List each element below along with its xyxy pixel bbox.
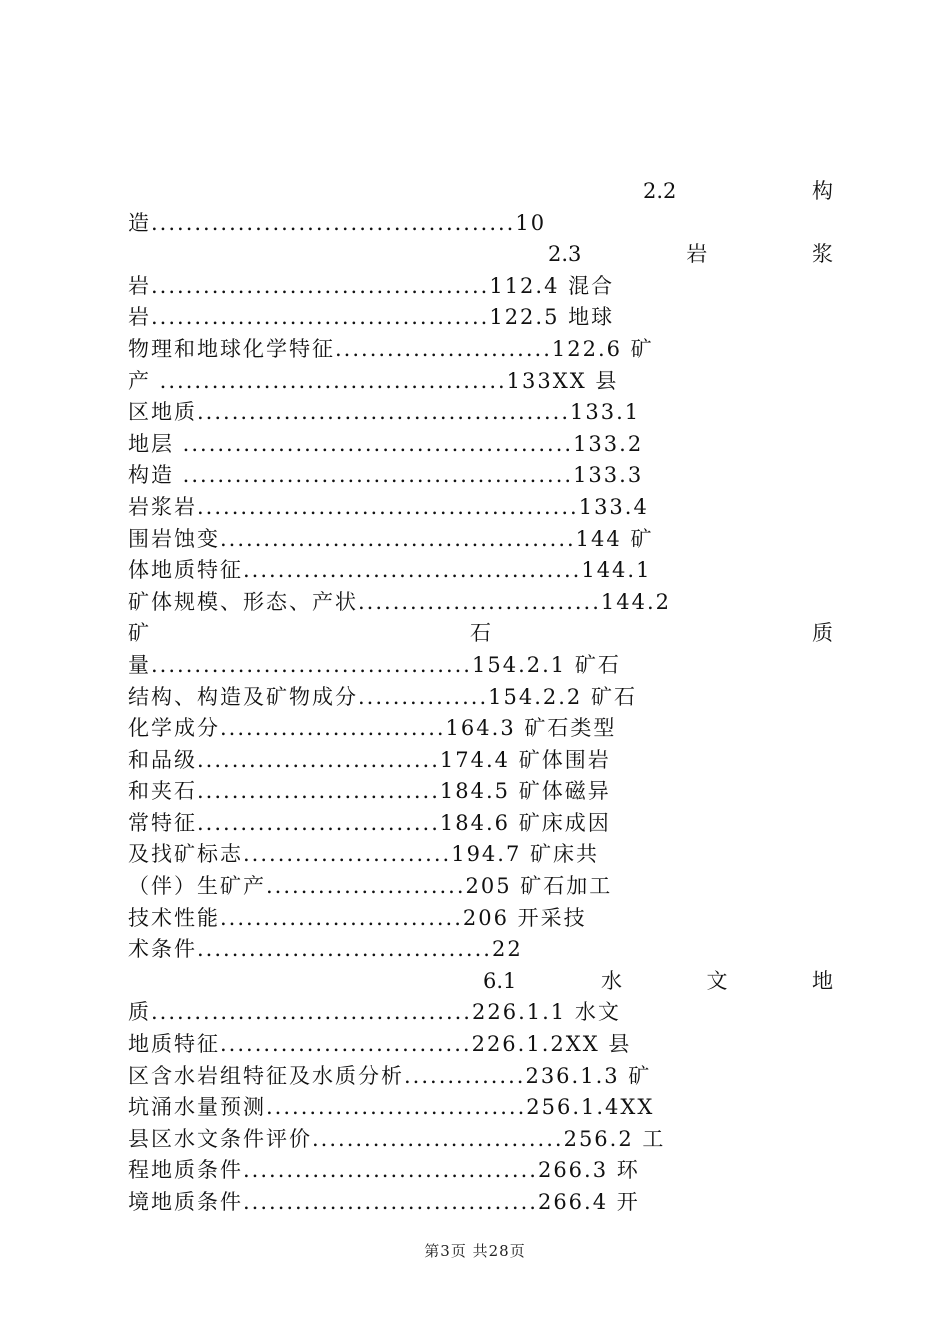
toc-line-segment: 2.2 bbox=[643, 179, 677, 203]
toc-line: 构造 .............................................133.3 bbox=[128, 463, 644, 488]
toc-line: （伴）生矿产.......................205 矿石加工 bbox=[128, 874, 613, 899]
toc-line-segment: 文 bbox=[706, 968, 728, 993]
toc-line bbox=[128, 176, 833, 208]
toc-line: 岩浆岩............................................133.4 bbox=[128, 494, 649, 519]
toc-line: 围岩蚀变.........................................144 矿 bbox=[128, 526, 654, 551]
toc-line: 地层 .............................................133.2 bbox=[128, 431, 644, 456]
toc-line: 常特征............................184.6 矿床成因 bbox=[128, 810, 611, 835]
toc-line bbox=[128, 618, 833, 650]
table-of-contents bbox=[128, 176, 833, 1219]
toc-line-segment: 石 bbox=[470, 621, 491, 646]
toc-line: 县区水文条件评价.............................256.2 工 bbox=[128, 1126, 666, 1151]
toc-line: 区含水岩组特征及水质分析..............236.1.3 矿 bbox=[128, 1063, 652, 1088]
toc-line: 岩.......................................122.5 地球 bbox=[128, 305, 615, 330]
toc-line-segment: 水 bbox=[600, 968, 622, 993]
toc-line: 量.....................................154.2.1 矿石 bbox=[128, 652, 621, 677]
toc-line: 坑涌水量预测..............................256.1.4XX bbox=[128, 1095, 655, 1120]
toc-line: 体地质特征.......................................144.1 bbox=[128, 558, 652, 583]
toc-line-segment: 构 bbox=[812, 179, 833, 203]
toc-line: 和夹石............................184.5 矿体磁异 bbox=[128, 779, 611, 804]
page-footer: 第3页 共28页 bbox=[424, 1242, 526, 1260]
toc-line: 技术性能............................206 开采技 bbox=[128, 905, 587, 930]
toc-line: 化学成分..........................164.3 矿石类型 bbox=[128, 716, 617, 741]
toc-line-segment: 2.3 bbox=[548, 242, 582, 267]
toc-line bbox=[128, 239, 833, 271]
toc-line: 和品级............................174.4 矿体围岩 bbox=[128, 747, 611, 772]
toc-line: 程地质条件..................................266.3 环 bbox=[128, 1158, 640, 1183]
toc-line: 岩.......................................112.4 混合 bbox=[128, 273, 615, 298]
toc-line: 境地质条件..................................266.4 开 bbox=[128, 1190, 640, 1214]
toc-line: 地质特征.............................226.1.2XX 县 bbox=[128, 1032, 632, 1057]
toc-line: 区地质...........................................133.1 bbox=[128, 400, 641, 425]
toc-line-segment: 矿 bbox=[128, 621, 149, 646]
toc-line: 物理和地球化学特征.........................122.6 矿 bbox=[128, 336, 654, 361]
toc-line: 术条件..................................22 bbox=[128, 937, 523, 962]
toc-line: 造..........................................10 bbox=[128, 210, 547, 235]
toc-line-segment: 地 bbox=[812, 968, 833, 993]
toc-line-segment: 岩 bbox=[686, 242, 708, 267]
toc-line: 矿体规模、形态、产状............................144.2 bbox=[128, 589, 672, 614]
toc-line-segment: 质 bbox=[812, 621, 833, 646]
toc-line: 结构、构造及矿物成分...............154.2.2 矿石 bbox=[128, 684, 637, 709]
toc-line-segment: 6.1 bbox=[483, 968, 517, 993]
toc-line-segment: 浆 bbox=[812, 242, 833, 267]
toc-line: 产 ........................................133XX 县 bbox=[128, 368, 619, 393]
toc-line: 质.....................................226.1.1 水文 bbox=[128, 1000, 621, 1025]
toc-line bbox=[128, 966, 833, 998]
toc-line: 及找矿标志........................194.7 矿床共 bbox=[128, 842, 600, 867]
